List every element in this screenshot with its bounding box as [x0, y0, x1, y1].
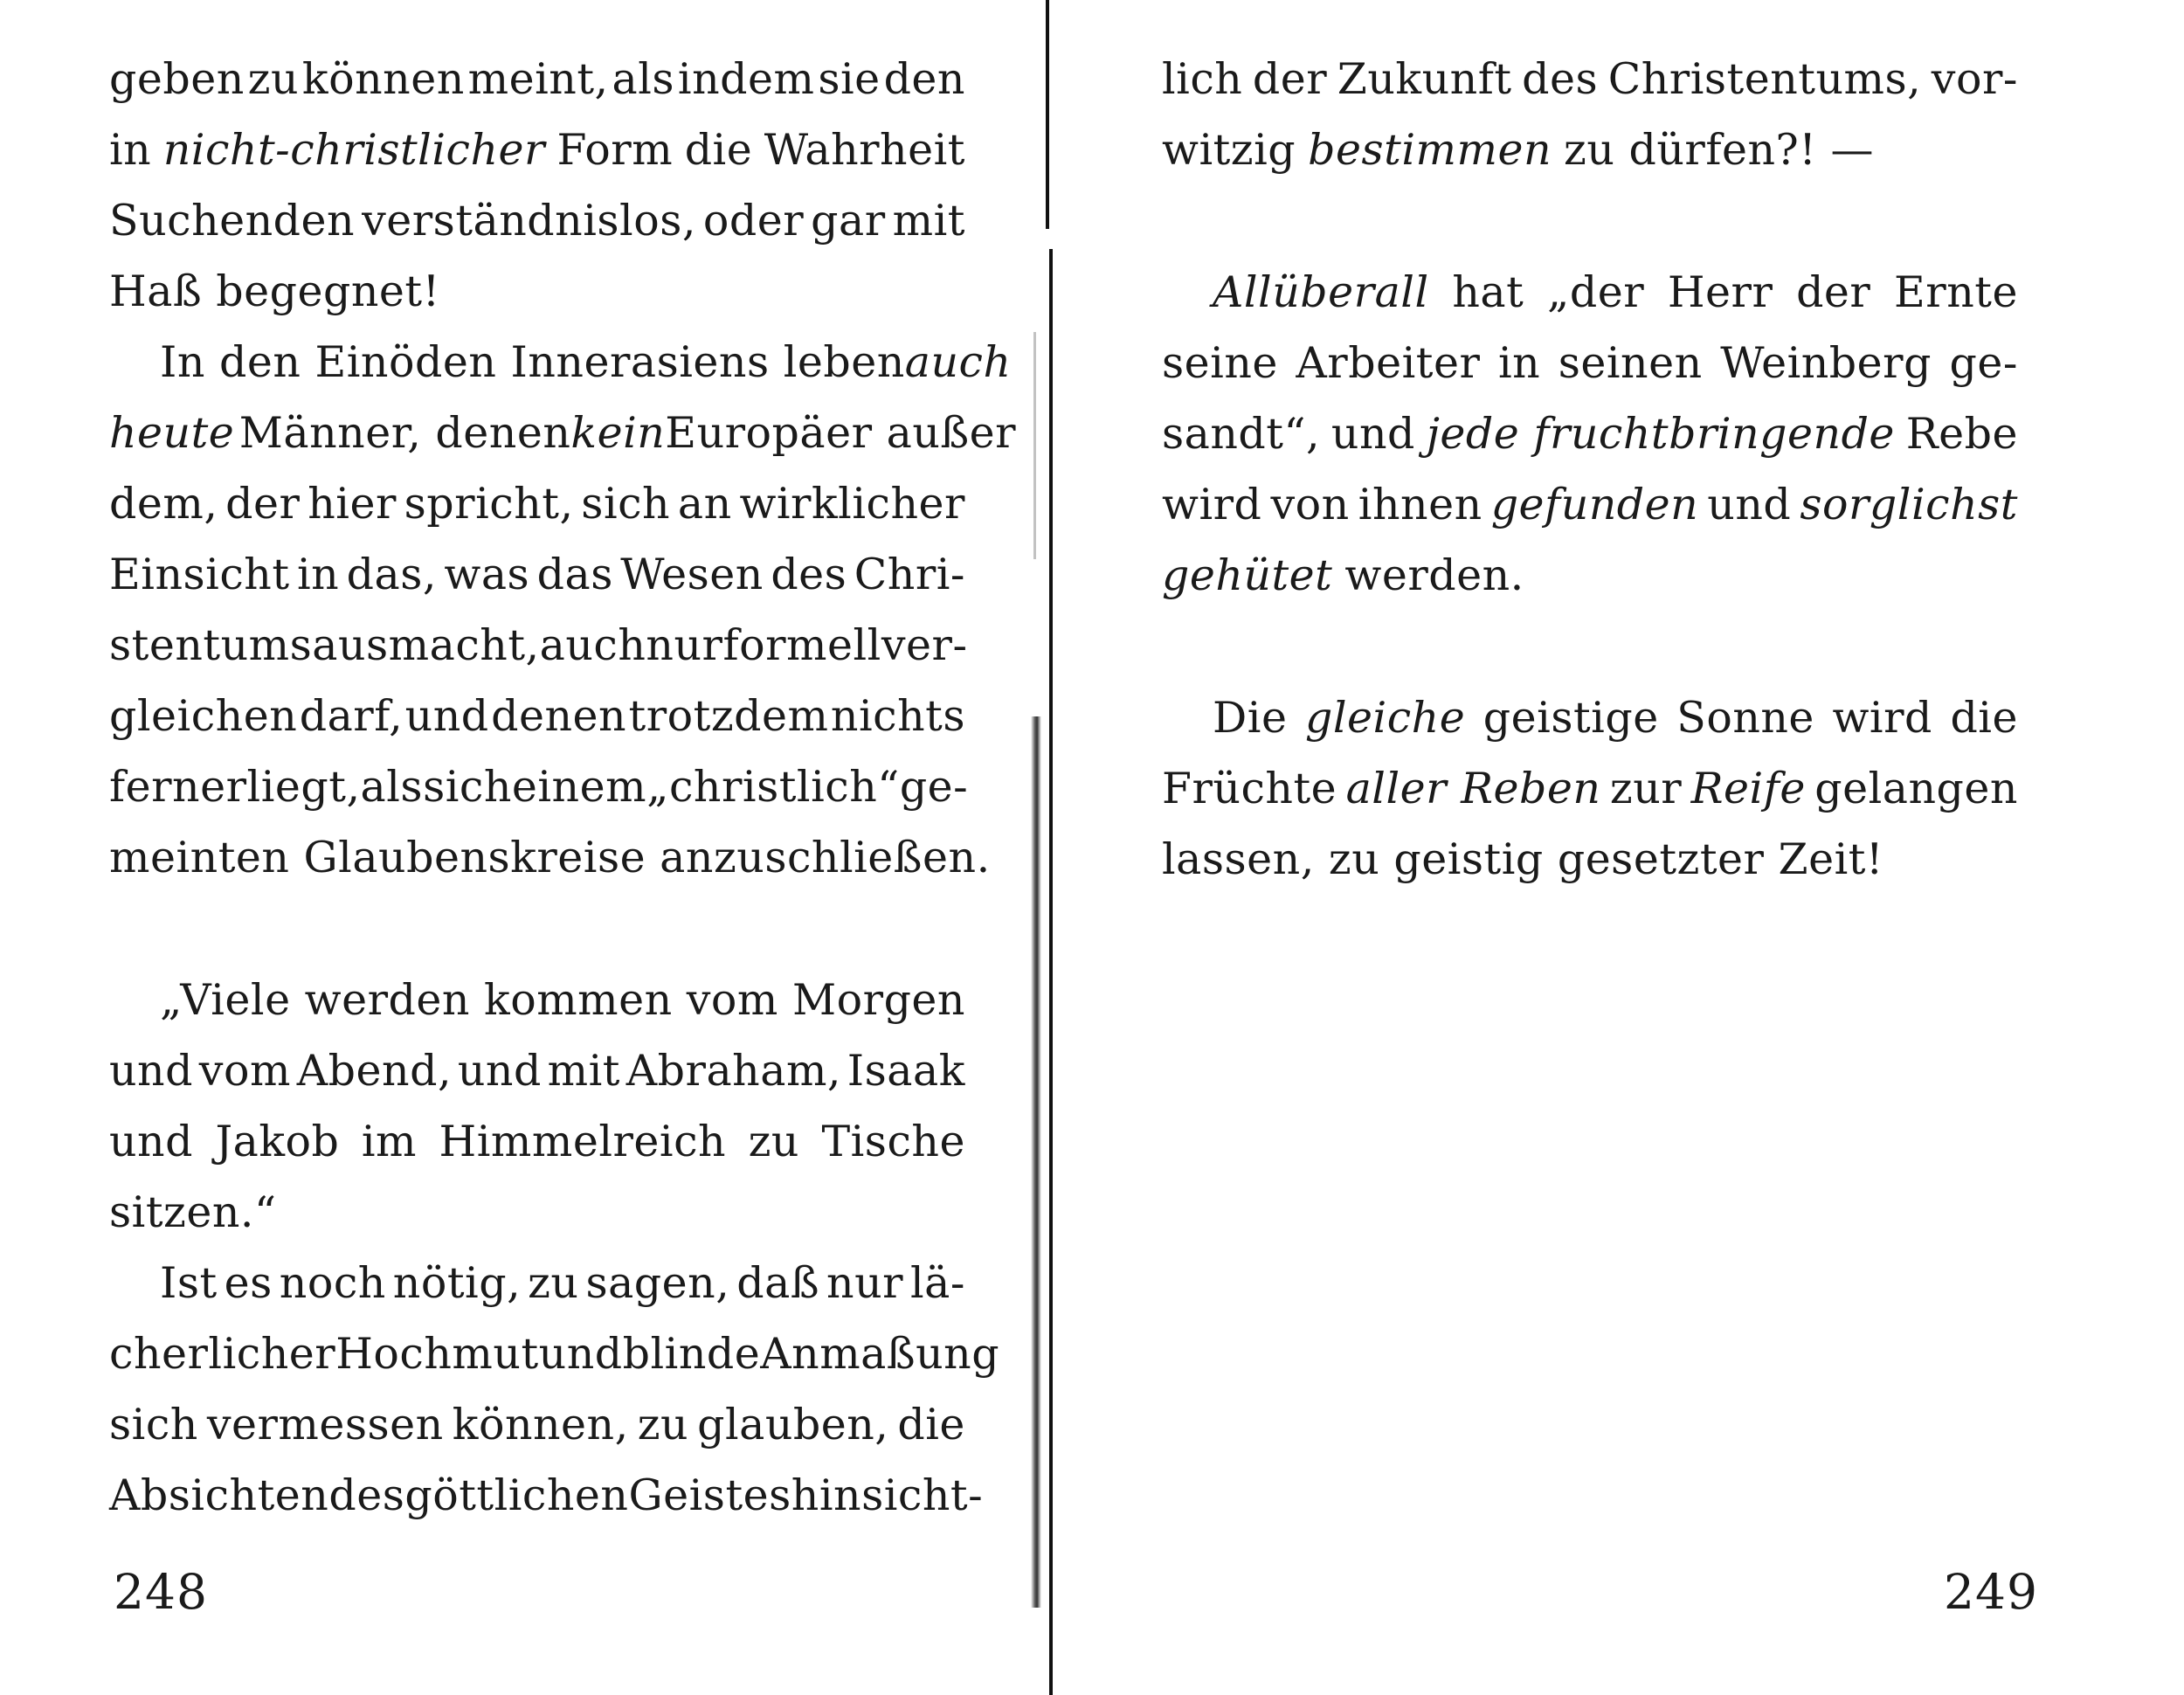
text-line: cherlicher Hochmut und blinde Anmaßung: [109, 1329, 1000, 1379]
text-line: gehütet werden.: [1162, 540, 2018, 611]
emphasis: heute: [109, 408, 235, 458]
emphasis: Allüberall: [1213, 267, 1429, 317]
text-line: lassen, zu geistig gesetzter Zeit!: [1162, 834, 1884, 884]
text-line: seine Arbeiter in seinen Weinberg ge-: [1162, 338, 2018, 388]
emphasis: bestimmen: [1308, 125, 1552, 175]
text-line: stentums ausmacht, auch nur formell ver-: [109, 620, 968, 670]
emphasis: jede fruchtbringende: [1426, 409, 1895, 459]
page-number-right: 249: [1944, 1564, 2038, 1620]
emphasis: nicht-christlicher: [162, 125, 545, 175]
text-line: und vom Abend, und mit Abraham, Isaak: [109, 1046, 965, 1096]
emphasis: gefunden: [1490, 480, 1699, 529]
paragraph-3: [109, 1248, 1000, 1531]
text-line: Früchte aller Reben zur Reife gelangen: [1162, 753, 2018, 824]
gutter-speck: [1033, 332, 1036, 559]
emphasis: gehütet: [1162, 550, 1333, 600]
page-number-left: 248: [114, 1564, 208, 1620]
text-line: witzig bestimmen zu dürfen?! —: [1162, 114, 2018, 185]
text-line: Absichten des göttlichen Geistes hinsicht-: [109, 1470, 984, 1520]
text-line: In den Einöden Innerasiens leben auch: [109, 327, 965, 398]
paragraph-gap: [1162, 185, 2018, 257]
text-line: heute Männer, denen kein Europäer außer: [109, 398, 965, 468]
text-line: lich der Zukunft des Christentums, vor-: [1162, 54, 2018, 104]
text-line: in nicht-christlicher Form die Wahrheit: [109, 114, 965, 185]
right-page: [1162, 44, 2018, 895]
paragraph-3: [1162, 682, 2018, 895]
emphasis: aller Reben: [1345, 764, 1601, 813]
paragraph-2: [1162, 257, 2018, 611]
emphasis: kein: [570, 408, 666, 458]
paragraph-gap: [109, 893, 965, 965]
paragraph-1: [109, 44, 965, 327]
emphasis: sorglichst: [1800, 480, 2018, 529]
emphasis: gleiche: [1305, 693, 1466, 743]
text-line: meinten Glaubenskreise anzuschließen.: [109, 833, 991, 882]
text-line: „Viele werden kommen vom Morgen: [160, 975, 965, 1025]
text-line: sich vermessen können, zu glauben, die: [109, 1400, 965, 1449]
text-line: wird von ihnen gefunden und sorglichst: [1162, 469, 2018, 540]
text-line: Suchenden verständnislos, oder gar mit: [109, 196, 965, 246]
text-line: und Jakob im Himmelreich zu Tische: [109, 1117, 965, 1166]
text-line: geben zu können meint, als indem sie den: [109, 54, 965, 104]
bible-quote: [109, 965, 965, 1248]
text-line: ferner liegt, als sich einem „christlich“ ge-: [109, 762, 969, 812]
gutter-line-top: [1046, 0, 1049, 229]
text-line: Die gleiche geistige Sonne wird die: [1162, 682, 2018, 753]
paragraph-2: [109, 327, 1017, 893]
emphasis: Reife: [1690, 764, 1806, 813]
paragraph-gap: [1162, 611, 2018, 682]
paragraph-1: [1162, 44, 2018, 185]
text-line: Einsicht in das, was das Wesen des Chri-: [109, 550, 965, 599]
text-line: dem, der hier spricht, sich an wirklicher: [109, 479, 965, 529]
left-page: [109, 44, 1017, 1531]
emphasis: auch: [904, 337, 1012, 387]
text-line: sitzen.“: [109, 1187, 277, 1237]
text-line: Allüberall hat „der Herr der Ernte: [1162, 257, 2018, 328]
text-line: Ist es noch nötig, zu sagen, daß nur lä-: [160, 1258, 965, 1308]
text-line: Haß begegnet!: [109, 266, 440, 316]
gutter-line: [1049, 249, 1053, 1695]
text-line: gleichen darf, und denen trotzdem nichts: [109, 691, 965, 741]
gutter-shadow: [1031, 716, 1041, 1608]
text-line: sandt“, und jede fruchtbringende Rebe: [1162, 398, 2018, 469]
